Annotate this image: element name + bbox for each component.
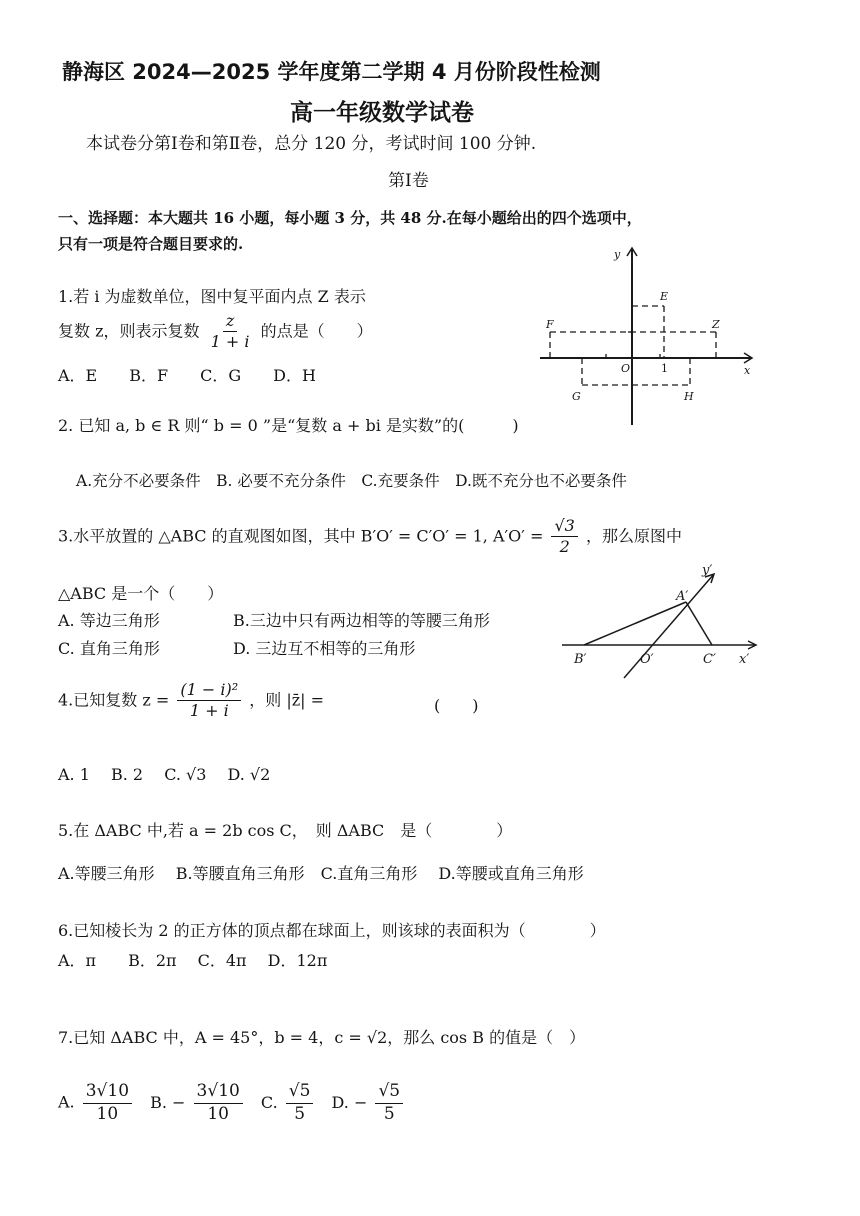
section-instructions-2: 只有一项是符合题目要求的. — [58, 235, 244, 253]
q5-options: A.等腰三角形 B.等腰直角三角形 C.直角三角形 D.等腰或直角三角形 — [58, 864, 584, 883]
q1-stem-pre: 复数 z，则表示复数 — [58, 321, 200, 341]
q3-stem-post: ，那么原图中 — [585, 526, 682, 546]
q4-stem — [58, 681, 324, 721]
section-instructions: 一、选择题：本大题共 16 小题，每小题 3 分，共 48 分.在每小题给出的四个选项中， — [58, 209, 642, 227]
q3-stem — [58, 517, 682, 557]
point-z-label: Z — [712, 318, 720, 331]
q7-option-c — [286, 1082, 314, 1124]
q7-options — [58, 1082, 406, 1124]
tick-label-1: 1 — [661, 362, 668, 375]
q4-stem-pre: 4.已知复数 z = — [58, 690, 170, 710]
volume-heading: 第Ⅰ卷 — [388, 171, 429, 191]
point-g-label: G — [572, 390, 581, 403]
q4-frac-num: (1 − i)² — [177, 681, 241, 701]
x-axis-label: x′ — [739, 652, 750, 667]
point-o-label: O′ — [640, 652, 654, 667]
q3-option-d: D. 三边互不相等的三角形 — [233, 639, 416, 658]
y-axis-label: y — [614, 248, 621, 261]
complex-plane-figure — [530, 240, 762, 430]
q7-option-a-den: 10 — [96, 1103, 119, 1124]
q7-option-d-num: √5 — [375, 1082, 403, 1104]
triangle-figure — [548, 560, 770, 685]
q6-options: A．π B．2π C．4π D．12π — [58, 951, 328, 970]
exam-subtitle: 高一年级数学试卷 — [290, 100, 474, 126]
point-h-label: H — [684, 390, 694, 403]
q3-frac-num: √3 — [551, 517, 577, 537]
q7-option-b — [194, 1082, 243, 1124]
q1-fraction — [208, 312, 253, 352]
q7-option-b-label: B. − — [150, 1092, 186, 1112]
q6-stem: 6.已知棱长为 2 的正方体的顶点都在球面上，则该球的表面积为（ ） — [58, 921, 606, 940]
origin-label: O — [621, 362, 631, 375]
q3-frac-den: 2 — [559, 537, 570, 557]
q1-stem: 1.若 i 为虚数单位，图中复平面内点 Z 表示 — [58, 287, 366, 306]
q3-option-a: A. 等边三角形 — [58, 611, 160, 630]
q7-option-d-label: D. − — [331, 1092, 368, 1112]
q4-stem-post: ，则 |z̄| = — [249, 690, 325, 710]
point-b-label: B′ — [574, 652, 587, 667]
point-a-label: A′ — [676, 589, 689, 604]
q7-option-d-den: 5 — [383, 1103, 395, 1124]
q3-stem-2: △ABC 是一个（ ） — [58, 584, 224, 603]
y-axis-label: y′ — [702, 563, 713, 578]
q1-stem-2 — [58, 312, 373, 352]
q7-option-c-label: C. — [260, 1092, 278, 1112]
q5-stem: 5.在 ΔABC 中,若 a = 2b cos C， 则 ΔABC 是（ ） — [58, 821, 513, 840]
q7-option-a-label: A. — [58, 1092, 75, 1112]
q2-stem: 2. 已知 a, b ∈ R 则“ b = 0 ”是“复数 a + bi 是实数”的( ) — [58, 416, 519, 435]
exam-info: 本试卷分第Ⅰ卷和第Ⅱ卷，总分 120 分，考试时间 100 分钟. — [86, 134, 537, 154]
x-axis-label: x — [744, 364, 751, 377]
exam-title: 静海区 2024—2025 学年度第二学期 4 月份阶段性检测 — [62, 60, 601, 84]
q7-option-b-den: 10 — [207, 1103, 229, 1124]
point-c-label: C′ — [703, 652, 716, 667]
q7-option-c-num: √5 — [286, 1082, 314, 1104]
q1-frac-num: z — [223, 312, 237, 332]
q4-answer-paren: ( ) — [434, 696, 479, 715]
point-f-label: F — [546, 318, 554, 331]
q3-option-b: B.三边中只有两边相等的等腰三角形 — [233, 611, 490, 630]
q7-option-c-den: 5 — [294, 1103, 306, 1124]
q7-option-a-num: 3√10 — [83, 1082, 132, 1104]
q3-fraction — [551, 517, 577, 557]
q2-options: A.充分不必要条件 B. 必要不充分条件 C.充要条件 D.既不充分也不必要条件 — [76, 472, 627, 490]
q4-fraction — [177, 681, 241, 721]
side-ac — [686, 602, 712, 645]
q7-option-d — [375, 1082, 403, 1124]
q3-option-c: C. 直角三角形 — [58, 639, 160, 658]
q7-stem: 7.已知 ΔABC 中，A = 45°，b = 4，c = √2，那么 cos B 的值是（ ） — [58, 1028, 586, 1047]
q7-option-a — [83, 1082, 132, 1124]
q4-frac-den: 1 + i — [189, 701, 229, 721]
q4-options: A. 1 B. 2 C. √3 D. √2 — [58, 765, 271, 784]
q1-frac-den: 1 + i — [210, 332, 250, 352]
point-e-label: E — [660, 290, 669, 303]
q3-stem-pre: 3.水平放置的 △ABC 的直观图如图，其中 B′O′ = C′O′ = 1, A′O′ = — [58, 526, 544, 546]
q7-option-b-num: 3√10 — [194, 1082, 243, 1104]
q1-options: A．E B．F C．G D．H — [58, 366, 316, 385]
q1-stem-post: 的点是（ ） — [260, 321, 373, 341]
